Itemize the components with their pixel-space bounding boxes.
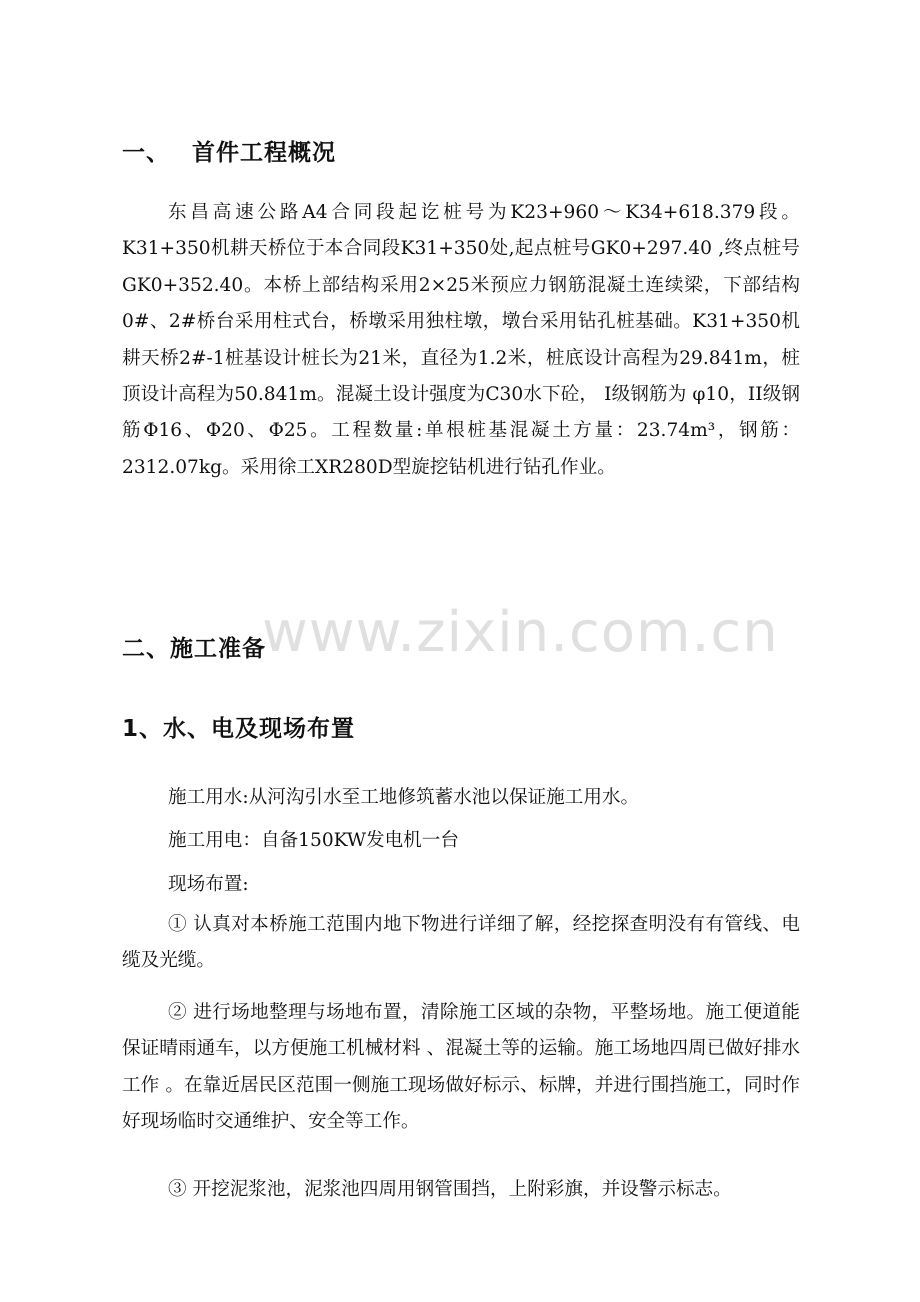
power-supply-line: 施工用电：自备150KW发电机一台 (168, 830, 459, 851)
site-layout-label: 现场布置: (168, 874, 249, 895)
overview-paragraph: 东昌高速公路A4合同段起讫桩号为K23+960～K34+618.379段。K31+350机耕天桥位于本合同段K31+350处,起点桩号GK0+297.40 ,终点桩号GK0+352.40。本桥上部结构采用2×25米预应力钢筋混凝土连续梁，下部结构0#、2#桥台采用柱式台，桥墩采用独柱墩，墩台采用钻孔桩基础。K31+350机耕天桥2#-1桩基设计桩长为21米，直径为1.2米，桩底设计高程为29.841m，桩顶设计高程为50.841m。混凝土设计强度为C30水下砼， Ⅰ级钢筋为 φ10，II级钢筋Φ16、Φ20、Φ25。工程数量:单根桩基混凝土方量：23.74m³，钢筋：2312.07kg。采用徐工XR280D型旋挖钻机进行钻孔作业。 (122, 202, 800, 478)
section-heading-2: 二、施工准备 (122, 636, 266, 662)
subsection-heading: 1、水、电及现场布置 (122, 716, 356, 742)
watermark: www.zixin.com.cn (262, 600, 779, 665)
section-number: 一、 (122, 140, 170, 166)
water-supply-line: 施工用水:从河沟引水至工地修筑蓄水池以保证施工用水。 (168, 787, 640, 808)
section-heading-1 (122, 134, 336, 167)
section-title: 首件工程概况 (192, 140, 336, 166)
list-item-3: ③ 开挖泥浆池，泥浆池四周用钢管围挡，上附彩旗，并设警示标志。 (168, 1179, 732, 1200)
list-item-1: ① 认真对本桥施工范围内地下物进行详细了解，经挖探查明没有有管线、电缆及光缆。 (122, 914, 800, 972)
list-item-2: ② 进行场地整理与场地布置，清除施工区域的杂物，平整场地。施工便道能保证晴雨通车，以方便施工机械材料 、混凝土等的运输。施工场地四周已做好排水工作 。在靠近居民区范围一侧施工现场做好标示、标牌，并进行围挡施工，同时作好现场临时交通维护、安全等工作。 (122, 1002, 800, 1133)
